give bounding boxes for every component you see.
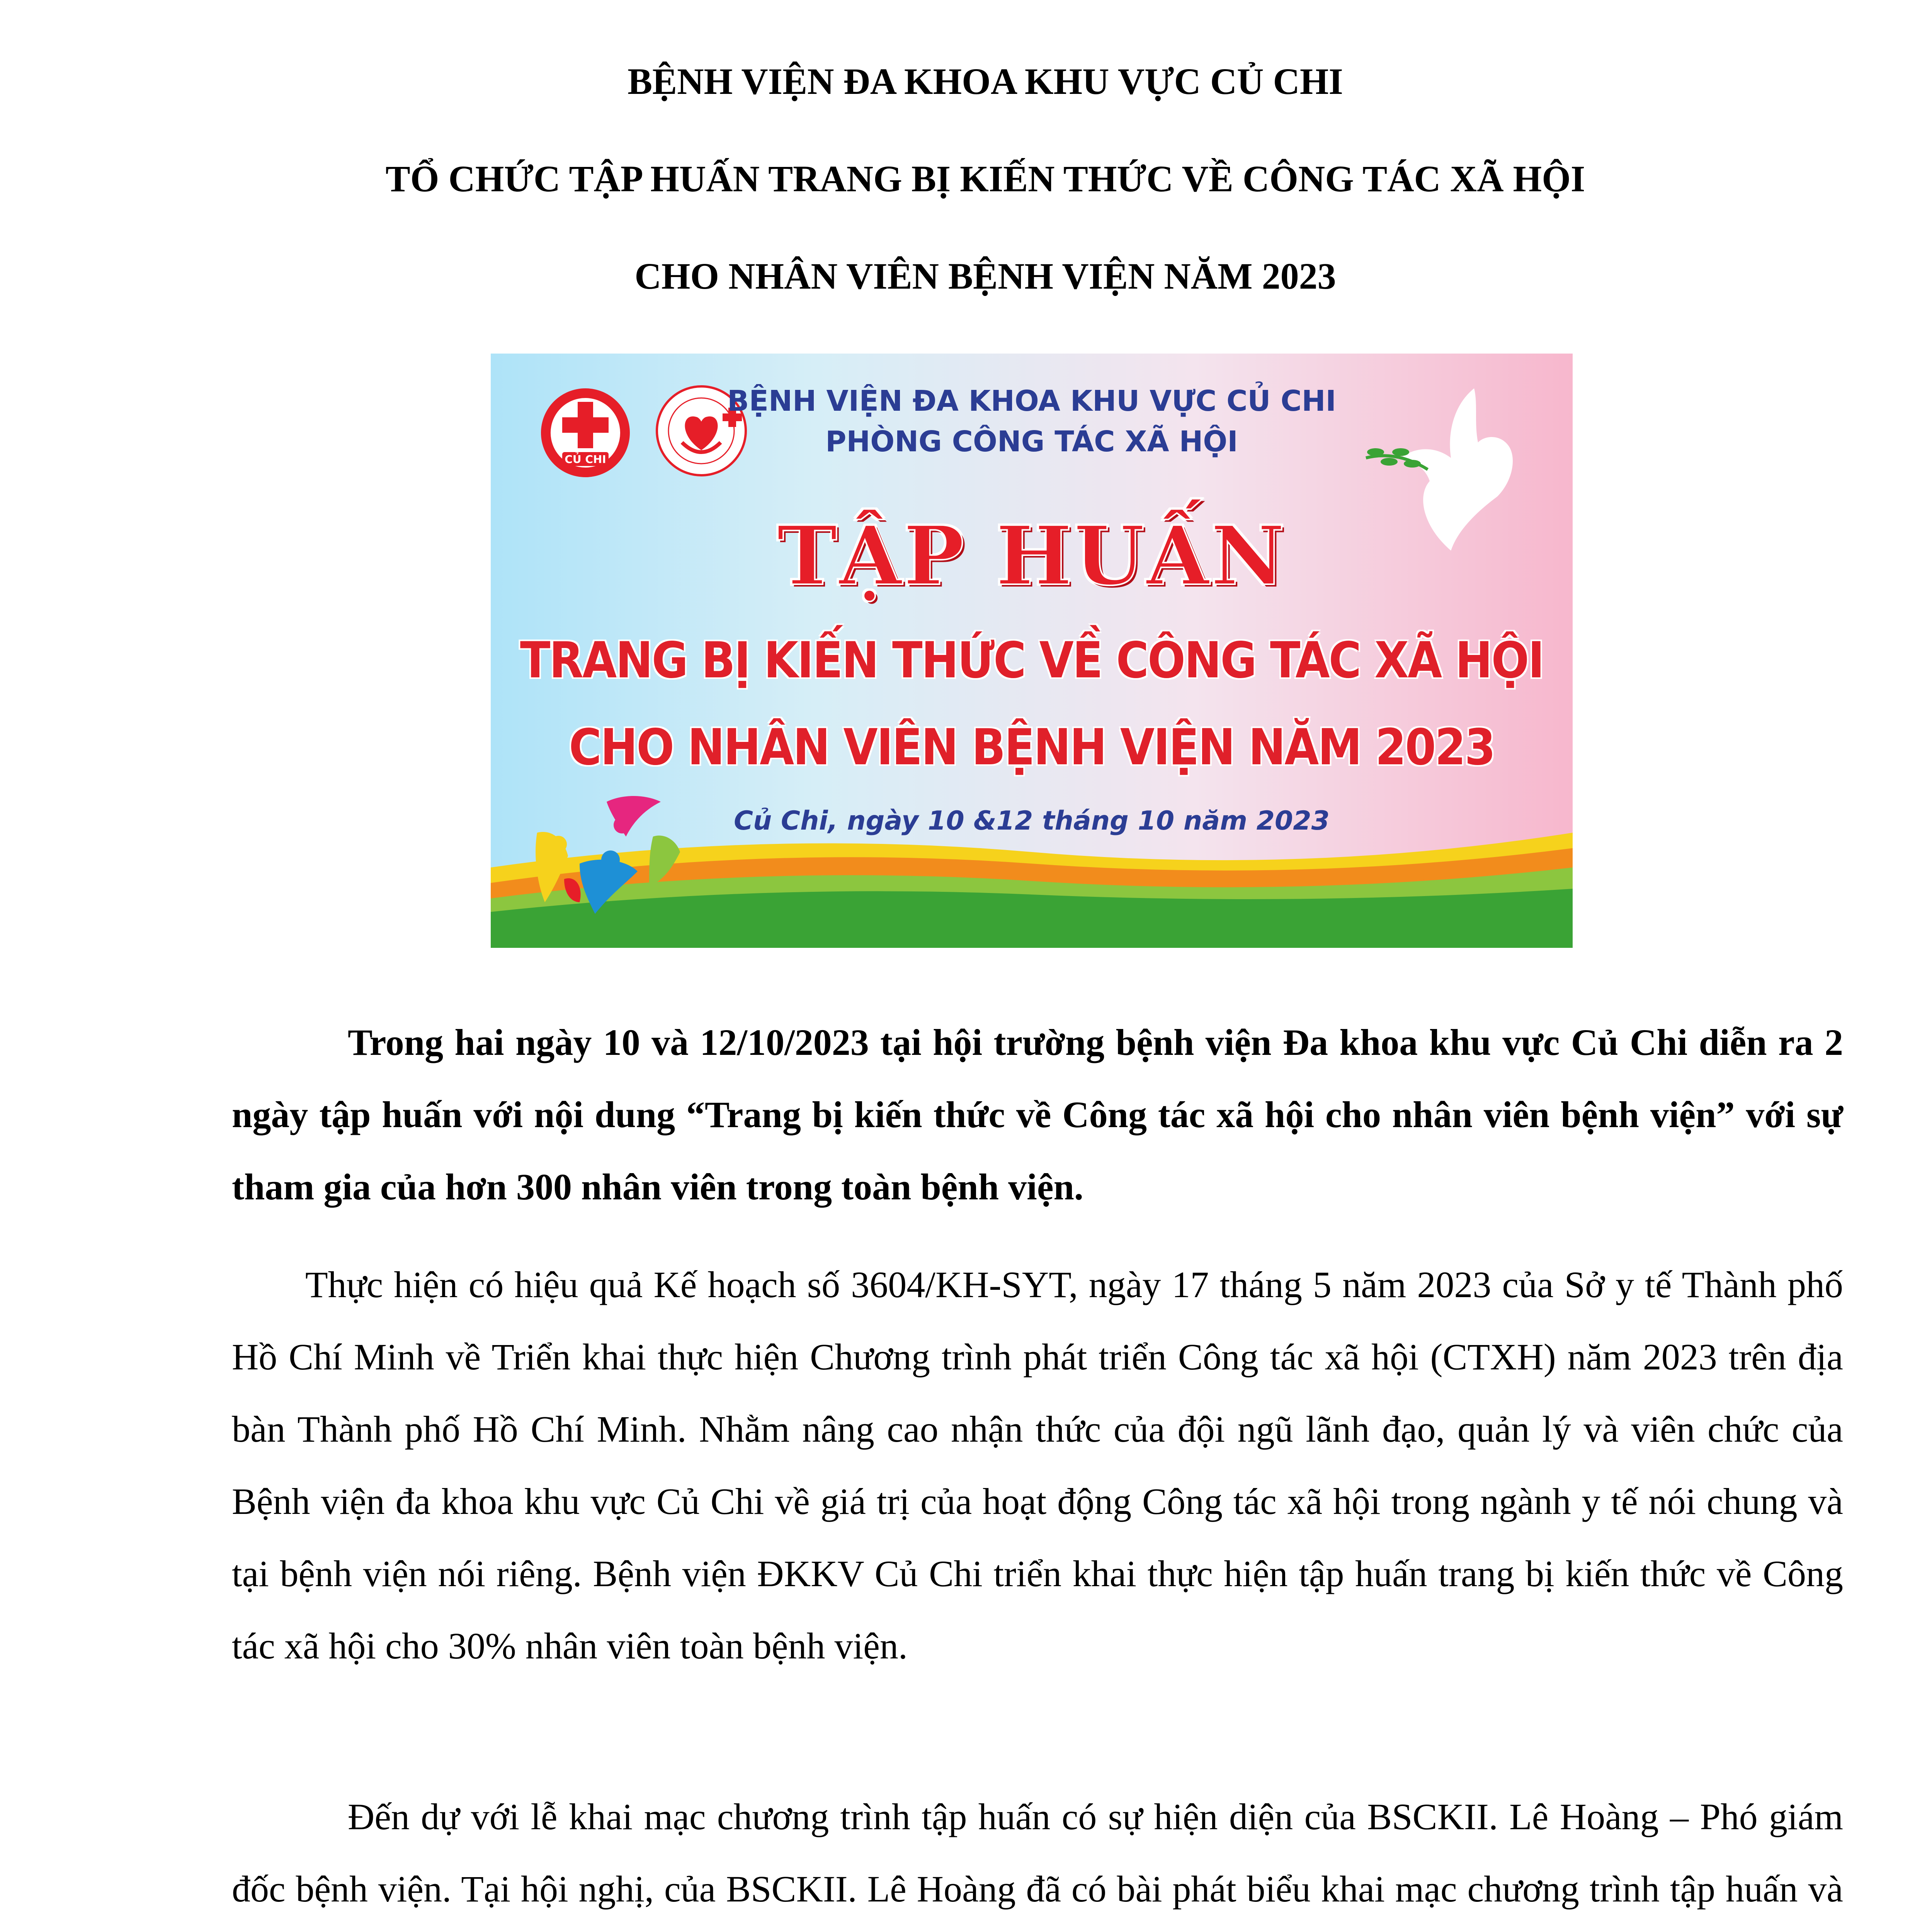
logo1-label: CỦ CHI bbox=[565, 453, 606, 466]
context-paragraph: Thực hiện có hiệu quả Kế hoạch số 3604/KH-SYT, ngày 17 tháng 5 năm 2023 của Sở y tế Thành phố Hồ Chí Minh về Triển khai thực hiện Chương trình phát triển Công tác xã hội (CTXH) năm 2023 trên địa bàn Thành phố Hồ Chí Minh. Nhằm nâng cao nhận thức của đội ngũ lãnh đạo, quản lý và viên chức của Bệnh viện đa khoa khu vực Củ Chi về giá trị của hoạt động Công tác xã hội trong ngành y tế nói chung và tại bệnh viện nói riêng. Bệnh viện ĐKKV Củ Chi triển khai thực hiện tập huấn trang bị kiến thức về Công tác xã hội cho 30% nhân viên toàn bệnh viện. bbox=[232, 1264, 1843, 1667]
title-line-2: TỔ CHỨC TẬP HUẤN TRANG BỊ KIẾN THỨC VỀ CÔNG TÁC XÃ HỘI bbox=[385, 158, 1585, 199]
title-line-1: BỆNH VIỆN ĐA KHOA KHU VỰC CỦ CHI bbox=[628, 61, 1343, 102]
intro-paragraph: Trong hai ngày 10 và 12/10/2023 tại hội trường bệnh viện Đa khoa khu vực Củ Chi diễn ra 2 ngày tập huấn với nội dung “Trang bị kiến thức về Công tác xã hội cho nhân viên bệnh viện” với sự tham gia của hơn 300 nhân viên trong toàn bệnh viện. bbox=[232, 1022, 1843, 1208]
colorful-people-figures-icon bbox=[522, 786, 699, 933]
training-banner-image bbox=[491, 354, 1573, 948]
banner-date: Củ Chi, ngày 10 &12 tháng 10 năm 2023 bbox=[734, 806, 1330, 836]
banner-subheading-1: TRANG BỊ KIẾN THỨC VỀ CÔNG TÁC XÃ HỘI bbox=[520, 632, 1544, 689]
banner-subheading-2: CHO NHÂN VIÊN BỆNH VIỆN NĂM 2023 bbox=[569, 719, 1495, 776]
banner-department-name: PHÒNG CÔNG TÁC XÃ HỘI bbox=[825, 425, 1238, 458]
opening-ceremony-paragraph bbox=[232, 1781, 1843, 1932]
opening-paragraph-text: Đến dự với lễ khai mạc chương trình tập huấn có sự hiện diện của BSCKII. Lê Hoàng – Phó giám đốc bệnh viện. Tại hội nghị, của BSCKII. Lê Hoàng đã có bài phát biểu khai mạc chương trình tập huấn và bbox=[232, 1796, 1843, 1910]
title-line-3: CHO NHÂN VIÊN BỆNH VIỆN NĂM 2023 bbox=[634, 255, 1336, 297]
document-title bbox=[0, 33, 1932, 325]
banner-hospital-name: BỆNH VIỆN ĐA KHOA KHU VỰC CỦ CHI bbox=[727, 384, 1337, 418]
banner-heading: TẬP HUẤN bbox=[777, 508, 1287, 604]
